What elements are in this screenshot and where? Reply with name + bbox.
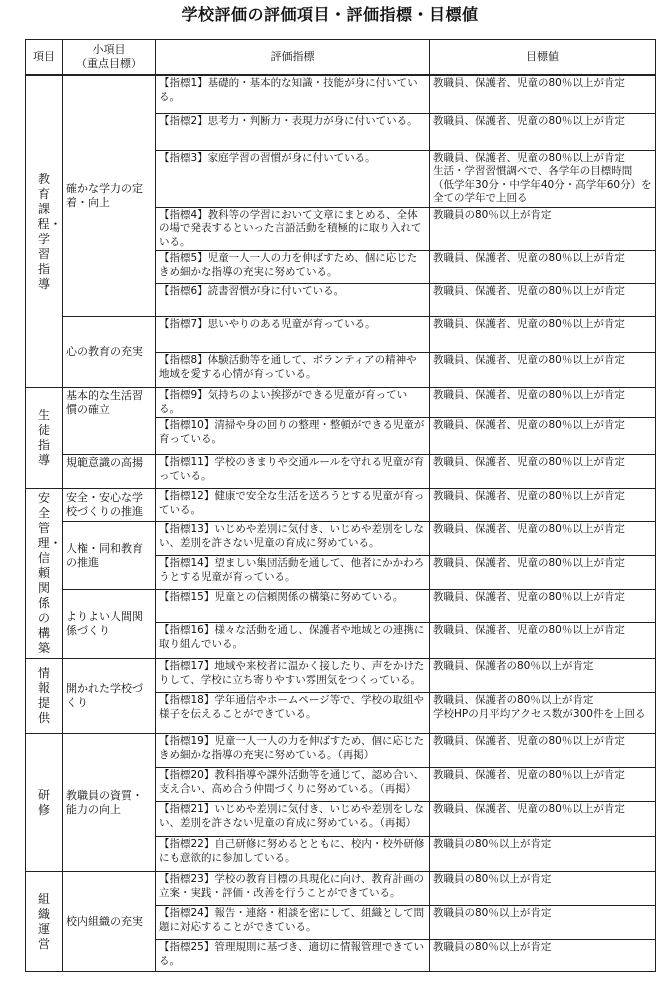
indicator-cell: 【指標25】管理規則に基づき、適切に情報管理できている。 <box>156 940 430 972</box>
target-cell: 教職員、保護者、児童の80％以上が肯定 <box>430 623 656 659</box>
table-row <box>26 388 656 418</box>
category-cell: 教育課程・学習指導 <box>26 75 63 388</box>
indicator-cell: 【指標15】児童との信頼関係の構築に努めている。 <box>156 590 430 623</box>
indicator-cell: 【指標1】基礎的・基本的な知識・技能が身に付いている。 <box>156 75 430 113</box>
indicator-cell: 【指標17】地域や来校者に温かく接したり、声をかけたりして、学校に立ち寄りやすい雰囲気をつくっている。 <box>156 659 430 693</box>
target-cell: 教職員、保護者、児童の80％以上が肯定 <box>430 556 656 590</box>
target-cell: 教職員、保護者、児童の80％以上が肯定 <box>430 317 656 353</box>
subitem-cell: 教職員の資質・能力の向上 <box>63 734 156 872</box>
indicator-cell: 【指標13】いじめや差別に気付き、いじめや差別をしない、差別を許さない児童の育成に努めている。 <box>156 522 430 556</box>
indicator-cell: 【指標19】児童一人一人の力を伸ばすため、個に応じたきめ細かな指導の充実に努めている。（再掲） <box>156 734 430 768</box>
category-cell: 組織運営 <box>26 872 63 972</box>
target-cell: 教職員の80％以上が肯定 <box>430 906 656 940</box>
target-cell: 教職員、保護者、児童の80％以上が肯定 <box>430 802 656 837</box>
target-cell: 教職員の80％以上が肯定 <box>430 872 656 906</box>
page-title: 学校評価の評価項目・評価指標・目標値 <box>181 5 479 24</box>
header-indicator: 評価指標 <box>156 40 430 76</box>
subitem-cell: 開かれた学校づくり <box>63 659 156 734</box>
subitem-cell: 心の教育の充実 <box>63 317 156 388</box>
table-row <box>26 455 656 489</box>
table-row <box>26 522 656 556</box>
target-cell: 教職員、保護者、児童の80％以上が肯定 <box>430 353 656 388</box>
indicator-cell: 【指標24】報告・連絡・相談を密にして、組織として問題に対応することができている。 <box>156 906 430 940</box>
indicator-cell: 【指標12】健康で安全な生活を送ろうとする児童が育っている。 <box>156 489 430 522</box>
target-cell: 教職員、保護者、児童の80％以上が肯定 <box>430 251 656 284</box>
target-cell: 教職員、保護者、児童の80％以上が肯定 <box>430 590 656 623</box>
subitem-cell: 校内組織の充実 <box>63 872 156 972</box>
category-cell: 生徒指導 <box>26 388 63 489</box>
target-cell: 教職員、保護者、児童の80％以上が肯定 <box>430 113 656 150</box>
header-row <box>26 40 656 76</box>
indicator-cell: 【指標7】思いやりのある児童が育っている。 <box>156 317 430 353</box>
subitem-cell: 基本的な生活習慣の確立 <box>63 388 156 455</box>
table-row <box>26 489 656 522</box>
target-cell: 教職員、保護者、児童の80％以上が肯定 <box>430 455 656 489</box>
indicator-cell: 【指標6】読書習慣が身に付いている。 <box>156 284 430 317</box>
indicator-cell: 【指標4】教科等の学習において文章にまとめる、全体の場で発表するといった言語活動を積極的に取り入れている。 <box>156 207 430 251</box>
category-cell: 安全管理・信頼関係の構築 <box>26 489 63 659</box>
target-cell: 教職員、保護者、児童の80％以上が肯定 生活・学習習慣調べで、各学年の目標時間（低学年30分・中学年40分・高学年60分）を全ての学年で上回る <box>430 150 656 207</box>
table-row <box>26 872 656 906</box>
indicator-cell: 【指標11】学校のきまりや交通ルールを守れる児童が育っている。 <box>156 455 430 489</box>
target-cell: 教職員の80％以上が肯定 <box>430 940 656 972</box>
subitem-cell: 人権・同和教育の推進 <box>63 522 156 590</box>
target-cell: 教職員の80％以上が肯定 <box>430 837 656 872</box>
target-cell: 教職員、保護者、児童の80％以上が肯定 <box>430 489 656 522</box>
indicator-cell: 【指標3】家庭学習の習慣が身に付いている。 <box>156 150 430 207</box>
target-cell: 教職員、保護者、児童の80％以上が肯定 <box>430 75 656 113</box>
indicator-cell: 【指標14】望ましい集団活動を通して、他者にかかわろうとする児童が育っている。 <box>156 556 430 590</box>
indicator-cell: 【指標5】児童一人一人の力を伸ばすため、個に応じたきめ細かな指導の充実に努めている。 <box>156 251 430 284</box>
target-cell: 教職員、保護者の80％以上が肯定 学校HPの月平均アクセス数が300件を上回る <box>430 693 656 734</box>
table-row <box>26 659 656 693</box>
target-cell: 教職員、保護者、児童の80％以上が肯定 <box>430 388 656 418</box>
target-cell: 教職員、保護者、児童の80％以上が肯定 <box>430 734 656 768</box>
indicator-cell: 【指標18】学年通信やホームページ等で、学校の取組や様子を伝えることができている。 <box>156 693 430 734</box>
indicator-cell: 【指標22】自己研修に努めるとともに、校内・校外研修にも意欲的に参加している。 <box>156 837 430 872</box>
header-subitem: 小項目 （重点目標） <box>63 40 156 76</box>
evaluation-table <box>25 39 656 972</box>
header-category: 項目 <box>26 40 63 76</box>
subitem-cell: よりよい人間関係づくり <box>63 590 156 659</box>
indicator-cell: 【指標9】気持ちのよい挨拶ができる児童が育っている。 <box>156 388 430 418</box>
header-target: 目標値 <box>430 40 656 76</box>
table-row <box>26 317 656 353</box>
table-row <box>26 734 656 768</box>
target-cell: 教職員、保護者の80％以上が肯定 <box>430 659 656 693</box>
indicator-cell: 【指標20】教科指導や課外活動等を通じて、認め合い、支え合い、高め合う仲間づくりに努めている。（再掲） <box>156 768 430 802</box>
indicator-cell: 【指標2】思考力・判断力・表現力が身に付いている。 <box>156 113 430 150</box>
indicator-cell: 【指標21】いじめや差別に気付き、いじめや差別をしない、差別を許さない児童の育成に努めている。（再掲） <box>156 802 430 837</box>
target-cell: 教職員、保護者、児童の80％以上が肯定 <box>430 418 656 455</box>
indicator-cell: 【指標16】様々な活動を通し、保護者や地域との連携に取り組んでいる。 <box>156 623 430 659</box>
subitem-cell: 安全・安心な学校づくりの推進 <box>63 489 156 522</box>
target-cell: 教職員、保護者、児童の80％以上が肯定 <box>430 522 656 556</box>
category-cell: 研修 <box>26 734 63 872</box>
target-cell: 教職員、保護者、児童の80％以上が肯定 <box>430 768 656 802</box>
subitem-cell: 確かな学力の定着・向上 <box>63 75 156 317</box>
indicator-cell: 【指標10】清掃や身の回りの整理・整頓ができる児童が育っている。 <box>156 418 430 455</box>
indicator-cell: 【指標23】学校の教育目標の具現化に向け、教育計画の立案・実践・評価・改善を行うことができている。 <box>156 872 430 906</box>
category-cell: 情報提供 <box>26 659 63 734</box>
table-row <box>26 75 656 113</box>
table-row <box>26 590 656 623</box>
target-cell: 教職員、保護者、児童の80％以上が肯定 <box>430 284 656 317</box>
target-cell: 教職員の80％以上が肯定 <box>430 207 656 251</box>
indicator-cell: 【指標8】体験活動等を通して、ボランティアの精神や地域を愛する心情が育っている。 <box>156 353 430 388</box>
subitem-cell: 規範意識の高揚 <box>63 455 156 489</box>
